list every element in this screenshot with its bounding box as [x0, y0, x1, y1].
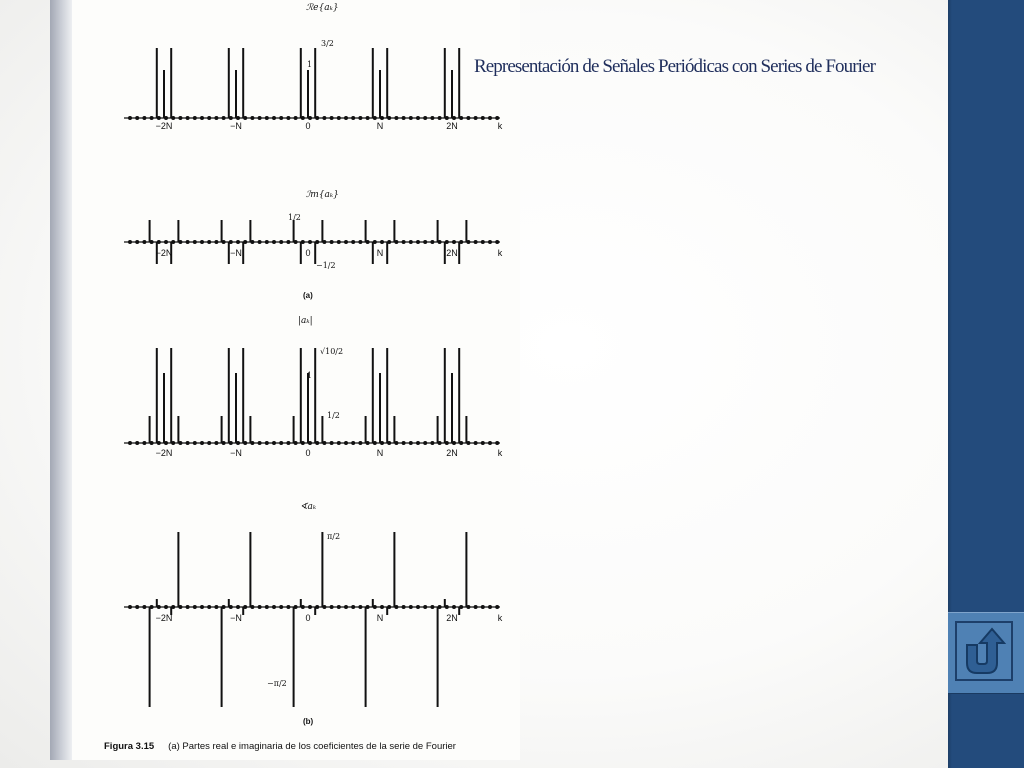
tick-label: N	[376, 121, 384, 131]
sample-dot	[236, 240, 240, 244]
plot-phase-ylabel: ∢aₖ	[300, 502, 317, 512]
sample-dot	[337, 605, 341, 609]
sample-dot	[128, 441, 132, 445]
sample-dot	[351, 240, 355, 244]
sample-dot	[128, 240, 132, 244]
sample-dot	[366, 116, 370, 120]
tick-label: k	[497, 448, 503, 458]
sample-dot	[495, 441, 499, 445]
sample-dot	[344, 605, 348, 609]
value-label: 1/2	[327, 411, 340, 420]
sample-dot	[286, 605, 290, 609]
sample-dot	[358, 240, 362, 244]
sample-dot	[142, 240, 146, 244]
sample-dot	[337, 240, 341, 244]
sample-dot	[142, 441, 146, 445]
sample-dot	[380, 240, 384, 244]
sample-dot	[423, 116, 427, 120]
sample-dot	[279, 605, 283, 609]
tick-label: −N	[230, 248, 242, 258]
value-label: −π/2	[267, 679, 287, 688]
sample-dot	[481, 605, 485, 609]
sample-dot	[337, 441, 341, 445]
tick-label: 2N	[446, 248, 458, 258]
value-label: −1/2	[316, 261, 336, 270]
sample-dot	[272, 116, 276, 120]
tick-label: k	[497, 613, 503, 623]
tick-label: −N	[230, 448, 242, 458]
tick-label: −N	[230, 121, 242, 131]
sample-dot	[200, 441, 204, 445]
sample-dot	[416, 240, 420, 244]
sample-dot	[258, 605, 262, 609]
return-button[interactable]	[948, 612, 1024, 694]
tick-label: k	[497, 248, 503, 258]
sample-dot	[330, 116, 334, 120]
sample-dot	[402, 116, 406, 120]
sample-dot	[394, 116, 398, 120]
tick-label: N	[376, 448, 384, 458]
sample-dot	[466, 116, 470, 120]
sample-dot	[279, 441, 283, 445]
sample-dot	[308, 240, 312, 244]
sample-dot	[207, 605, 211, 609]
sample-dot	[286, 441, 290, 445]
sample-dot	[337, 116, 341, 120]
value-label: 1	[307, 371, 313, 380]
sample-dot	[214, 605, 218, 609]
tick-label: 2N	[446, 121, 458, 131]
sample-dot	[142, 116, 146, 120]
sample-dot	[258, 240, 262, 244]
sample-dot	[481, 240, 485, 244]
tick-label: 2N	[446, 448, 458, 458]
sample-dot	[258, 441, 262, 445]
sample-dot	[351, 441, 355, 445]
sample-dot	[481, 441, 485, 445]
value-label: 3/2	[321, 39, 334, 48]
sample-dot	[186, 441, 190, 445]
plot-imag-part	[124, 190, 503, 300]
sample-dot	[135, 605, 139, 609]
sample-dot	[200, 116, 204, 120]
plot-real-ylabel: ℛe{aₖ}	[306, 3, 339, 13]
sample-dot	[423, 605, 427, 609]
sample-dot	[128, 116, 132, 120]
sample-dot	[416, 605, 420, 609]
slide-title: Representación de Señales Periódicas con Series de Fourier	[474, 56, 876, 77]
sample-dot	[438, 116, 442, 120]
sample-dot	[214, 116, 218, 120]
value-label: 1/2	[288, 213, 301, 222]
sample-dot	[186, 116, 190, 120]
value-label: π/2	[327, 532, 341, 541]
sample-dot	[423, 441, 427, 445]
sample-dot	[488, 240, 492, 244]
sample-dot	[279, 240, 283, 244]
sample-dot	[294, 116, 298, 120]
sample-dot	[193, 605, 197, 609]
tick-label: −2N	[155, 248, 173, 258]
sample-dot	[308, 605, 312, 609]
sample-dot	[214, 441, 218, 445]
tick-label: −2N	[155, 121, 173, 131]
sample-dot	[214, 240, 218, 244]
plot-real-part	[124, 3, 503, 131]
sample-dot	[272, 441, 276, 445]
sample-dot	[164, 240, 168, 244]
sample-dot	[128, 605, 132, 609]
sample-dot	[488, 441, 492, 445]
sample-dot	[409, 240, 413, 244]
sample-dot	[402, 605, 406, 609]
sample-dot	[430, 441, 434, 445]
sample-dot	[142, 605, 146, 609]
sample-dot	[351, 116, 355, 120]
sample-dot	[200, 605, 204, 609]
sample-dot	[150, 116, 154, 120]
sample-dot	[236, 605, 240, 609]
tick-label: 2N	[446, 613, 458, 623]
sample-dot	[265, 116, 269, 120]
sample-dot	[135, 240, 139, 244]
tick-label: −2N	[155, 448, 173, 458]
tick-label: 0	[305, 248, 311, 258]
plot-phase	[124, 502, 503, 726]
sample-dot	[380, 605, 384, 609]
plot-magnitude	[124, 316, 503, 458]
sample-dot	[186, 605, 190, 609]
sample-dot	[481, 116, 485, 120]
sample-dot	[193, 116, 197, 120]
sample-dot	[430, 605, 434, 609]
sample-dot	[409, 441, 413, 445]
plot-mag-ylabel: |aₖ|	[298, 316, 313, 326]
tick-label: 0	[305, 121, 311, 131]
sample-dot	[286, 240, 290, 244]
sample-dot	[495, 605, 499, 609]
sample-dot	[258, 116, 262, 120]
sample-dot	[344, 116, 348, 120]
sample-dot	[279, 116, 283, 120]
sample-dot	[250, 116, 254, 120]
sample-dot	[452, 605, 456, 609]
sample-dot	[474, 116, 478, 120]
sample-dot	[474, 605, 478, 609]
sample-dot	[409, 605, 413, 609]
sample-dot	[265, 240, 269, 244]
sample-dot	[135, 116, 139, 120]
sample-dot	[207, 240, 211, 244]
figure-number: Figura 3.15	[104, 741, 155, 752]
sample-dot	[409, 116, 413, 120]
sample-dot	[488, 116, 492, 120]
caption-text: (a) Partes real e imaginaria de los coeficientes de la serie de Fourier	[168, 741, 456, 752]
sample-dot	[164, 605, 168, 609]
sample-dot	[358, 441, 362, 445]
sample-dot	[207, 116, 211, 120]
subplot-a-label: (a)	[303, 291, 313, 300]
sample-dot	[416, 441, 420, 445]
subplot-b-label: (b)	[303, 717, 314, 726]
sample-dot	[488, 605, 492, 609]
sample-dot	[358, 605, 362, 609]
sample-dot	[272, 605, 276, 609]
plot-imag-ylabel: ℐm{aₖ}	[306, 190, 339, 200]
sample-dot	[265, 441, 269, 445]
sample-dot	[222, 116, 226, 120]
tick-label: 0	[305, 613, 311, 623]
sample-dot	[178, 116, 182, 120]
sample-dot	[200, 240, 204, 244]
sample-dot	[423, 240, 427, 244]
sample-dot	[207, 441, 211, 445]
tick-label: N	[376, 613, 384, 623]
sample-dot	[330, 441, 334, 445]
tick-label: k	[497, 121, 503, 131]
value-label: 1	[307, 60, 313, 69]
sample-dot	[322, 116, 326, 120]
sample-dot	[265, 605, 269, 609]
tick-label: 0	[305, 448, 311, 458]
sample-dot	[330, 605, 334, 609]
sample-dot	[495, 116, 499, 120]
return-arrow-icon	[959, 625, 1009, 679]
sample-dot	[193, 240, 197, 244]
sample-dot	[474, 441, 478, 445]
tick-label: −2N	[155, 613, 173, 623]
figure-caption	[104, 741, 456, 752]
sample-dot	[330, 240, 334, 244]
sample-dot	[344, 240, 348, 244]
sample-dot	[358, 116, 362, 120]
sample-dot	[452, 240, 456, 244]
sample-dot	[495, 240, 499, 244]
sample-dot	[344, 441, 348, 445]
sample-dot	[272, 240, 276, 244]
tick-label: N	[376, 248, 384, 258]
sample-dot	[135, 441, 139, 445]
sample-dot	[402, 240, 406, 244]
sample-dot	[430, 240, 434, 244]
sample-dot	[430, 116, 434, 120]
sample-dot	[193, 441, 197, 445]
value-label: √10/2	[320, 347, 344, 356]
sample-dot	[186, 240, 190, 244]
sample-dot	[402, 441, 406, 445]
tick-label: −N	[230, 613, 242, 623]
sample-dot	[286, 116, 290, 120]
sample-dot	[416, 116, 420, 120]
sample-dot	[474, 240, 478, 244]
sample-dot	[351, 605, 355, 609]
